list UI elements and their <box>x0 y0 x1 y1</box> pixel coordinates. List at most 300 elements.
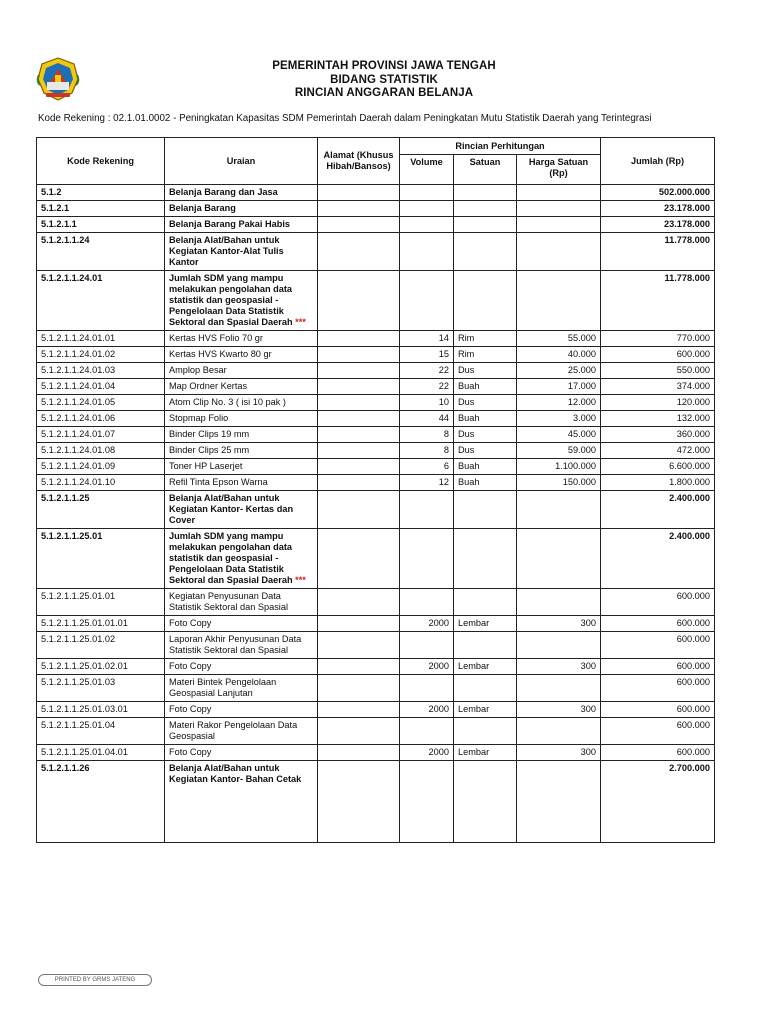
cell-harga-satuan <box>517 347 601 363</box>
cell-alamat <box>318 411 400 427</box>
cell-alamat <box>318 379 400 395</box>
cell-kode-rekening-text: 5.1.2.1.1.26 <box>41 763 90 773</box>
cell-harga-satuan <box>517 529 601 589</box>
cell-volume <box>400 675 454 702</box>
cell-jumlah <box>601 616 715 632</box>
cell-uraian-text: Amplop Besar <box>169 365 227 375</box>
cell-volume <box>400 347 454 363</box>
cell-jumlah <box>601 217 715 233</box>
kode-rekening-line: Kode Rekening : 02.1.01.0002 - Peningkatan Kapasitas SDM Pemerintah Daerah dalam Peningkatan Mutu Statistik Daerah yang Terintegrasi <box>38 113 652 124</box>
cell-volume <box>400 363 454 379</box>
cell-jumlah-text: 120.000 <box>676 397 710 407</box>
table-row <box>37 589 715 616</box>
cell-jumlah-text: 550.000 <box>676 365 710 375</box>
cell-jumlah-text: 2.700.000 <box>669 763 710 773</box>
cell-jumlah <box>601 745 715 761</box>
header-kode-rekening: Kode Rekening <box>37 138 165 185</box>
cell-satuan-text: Buah <box>458 461 480 471</box>
cell-uraian <box>165 363 318 379</box>
cell-harga-satuan <box>517 491 601 529</box>
cell-harga-satuan <box>517 427 601 443</box>
required-marker: *** <box>295 317 306 327</box>
cell-harga-satuan-text: 300 <box>580 704 596 714</box>
cell-harga-satuan-text: 25.000 <box>567 365 596 375</box>
cell-volume <box>400 411 454 427</box>
cell-jumlah <box>601 271 715 331</box>
cell-uraian-text: Foto Copy <box>169 704 212 714</box>
cell-volume-text: 10 <box>438 397 449 407</box>
cell-kode-rekening <box>37 233 165 271</box>
cell-volume <box>400 217 454 233</box>
cell-uraian-text: Belanja Barang Pakai Habis <box>169 219 291 229</box>
table-row <box>37 761 715 843</box>
cell-jumlah <box>601 363 715 379</box>
table-row <box>37 718 715 745</box>
cell-kode-rekening-text: 5.1.2.1.1.24.01.02 <box>41 349 116 359</box>
cell-uraian-text: Jumlah SDM yang mampu melakukan pengolahan data statistik dan geospasial - Pengelolaan Data Statistik Sektoral dan Spasial Daerah <box>169 531 293 585</box>
cell-kode-rekening-text: 5.1.2.1.1.25.01.01 <box>41 591 116 601</box>
cell-jumlah-text: 374.000 <box>676 381 710 391</box>
table-row <box>37 363 715 379</box>
cell-volume <box>400 632 454 659</box>
header-jumlah: Jumlah (Rp) <box>601 138 715 185</box>
cell-alamat <box>318 761 400 843</box>
budget-table-body <box>37 185 715 843</box>
cell-jumlah-text: 132.000 <box>676 413 710 423</box>
cell-harga-satuan-text: 150.000 <box>562 477 596 487</box>
cell-satuan <box>454 201 517 217</box>
table-row <box>37 659 715 675</box>
cell-harga-satuan-text: 3.000 <box>573 413 596 423</box>
cell-uraian <box>165 347 318 363</box>
cell-uraian-text: Kertas HVS Folio 70 gr <box>169 333 263 343</box>
cell-jumlah-text: 6.600.000 <box>669 461 710 471</box>
cell-uraian <box>165 217 318 233</box>
table-row <box>37 217 715 233</box>
cell-kode-rekening <box>37 589 165 616</box>
cell-volume-text: 44 <box>438 413 449 423</box>
cell-uraian <box>165 491 318 529</box>
cell-jumlah <box>601 459 715 475</box>
cell-volume <box>400 185 454 201</box>
cell-jumlah-text: 600.000 <box>676 677 710 687</box>
required-marker: *** <box>295 575 306 585</box>
cell-harga-satuan <box>517 363 601 379</box>
cell-volume <box>400 379 454 395</box>
cell-harga-satuan-text: 40.000 <box>567 349 596 359</box>
table-row <box>37 271 715 331</box>
cell-volume <box>400 745 454 761</box>
cell-alamat <box>318 491 400 529</box>
cell-jumlah-text: 360.000 <box>676 429 710 439</box>
cell-satuan <box>454 718 517 745</box>
cell-satuan <box>454 589 517 616</box>
cell-volume <box>400 271 454 331</box>
cell-kode-rekening <box>37 201 165 217</box>
cell-kode-rekening-text: 5.1.2.1.1.25.01.02.01 <box>41 661 128 671</box>
cell-kode-rekening-text: 5.1.2.1.1.25 <box>41 493 90 503</box>
header-rincian-perhitungan: Rincian Perhitungan <box>400 138 601 155</box>
cell-satuan <box>454 659 517 675</box>
header-alamat: Alamat (Khusus Hibah/Bansos) <box>318 138 400 185</box>
cell-uraian <box>165 233 318 271</box>
cell-harga-satuan <box>517 718 601 745</box>
cell-uraian <box>165 443 318 459</box>
cell-kode-rekening-text: 5.1.2.1.1.24.01.10 <box>41 477 116 487</box>
cell-jumlah-text: 600.000 <box>676 618 710 628</box>
cell-kode-rekening <box>37 363 165 379</box>
cell-harga-satuan <box>517 443 601 459</box>
cell-volume <box>400 201 454 217</box>
table-row <box>37 745 715 761</box>
cell-jumlah <box>601 411 715 427</box>
cell-jumlah <box>601 761 715 843</box>
cell-satuan <box>454 185 517 201</box>
table-row <box>37 675 715 702</box>
cell-kode-rekening <box>37 411 165 427</box>
cell-volume <box>400 589 454 616</box>
cell-uraian-text: Materi Bintek Pengelolaan Geospasial Lanjutan <box>169 677 277 698</box>
cell-jumlah-text: 23.178.000 <box>664 219 710 229</box>
cell-uraian-text: Binder Clips 25 mm <box>169 445 250 455</box>
cell-satuan-text: Lembar <box>458 661 490 671</box>
cell-uraian-text: Kegiatan Penyusunan Data Statistik Sektoral dan Spasial <box>169 591 288 612</box>
cell-alamat <box>318 217 400 233</box>
cell-volume-text: 22 <box>438 381 449 391</box>
cell-uraian <box>165 589 318 616</box>
cell-volume <box>400 459 454 475</box>
header-harga-satuan: Harga Satuan (Rp) <box>517 155 601 185</box>
cell-uraian <box>165 718 318 745</box>
table-row <box>37 443 715 459</box>
cell-harga-satuan <box>517 616 601 632</box>
cell-kode-rekening <box>37 379 165 395</box>
cell-kode-rekening-text: 5.1.2.1.1.24 <box>41 235 90 245</box>
cell-uraian <box>165 201 318 217</box>
cell-jumlah <box>601 443 715 459</box>
cell-jumlah <box>601 427 715 443</box>
cell-jumlah <box>601 491 715 529</box>
cell-jumlah-text: 502.000.000 <box>658 187 710 197</box>
header-province: PEMERINTAH PROVINSI JAWA TENGAH <box>272 60 496 72</box>
cell-jumlah-text: 600.000 <box>676 747 710 757</box>
cell-jumlah <box>601 395 715 411</box>
cell-volume-text: 14 <box>438 333 449 343</box>
cell-jumlah-text: 2.400.000 <box>669 531 710 541</box>
cell-jumlah-text: 23.178.000 <box>664 203 710 213</box>
table-row <box>37 233 715 271</box>
cell-kode-rekening-text: 5.1.2.1.1.25.01.01.01 <box>41 618 128 628</box>
table-row <box>37 702 715 718</box>
cell-uraian <box>165 702 318 718</box>
cell-uraian <box>165 427 318 443</box>
cell-kode-rekening-text: 5.1.2.1 <box>41 203 70 213</box>
cell-kode-rekening-text: 5.1.2.1.1.24.01.01 <box>41 333 116 343</box>
cell-satuan-text: Rim <box>458 349 475 359</box>
cell-jumlah <box>601 201 715 217</box>
table-row <box>37 616 715 632</box>
cell-jumlah <box>601 659 715 675</box>
cell-alamat <box>318 185 400 201</box>
cell-jumlah-text: 600.000 <box>676 591 710 601</box>
cell-jumlah <box>601 379 715 395</box>
cell-harga-satuan <box>517 589 601 616</box>
cell-harga-satuan <box>517 217 601 233</box>
cell-uraian-text: Laporan Akhir Penyusunan Data Statistik Sektoral dan Spasial <box>169 634 302 655</box>
cell-uraian-text: Foto Copy <box>169 618 212 628</box>
cell-jumlah-text: 600.000 <box>676 349 710 359</box>
cell-volume-text: 2000 <box>428 747 449 757</box>
cell-harga-satuan-text: 12.000 <box>567 397 596 407</box>
cell-satuan <box>454 443 517 459</box>
cell-uraian-text: Toner HP Laserjet <box>169 461 243 471</box>
cell-kode-rekening-text: 5.1.2.1.1.24.01.05 <box>41 397 116 407</box>
cell-uraian-text: Map Ordner Kertas <box>169 381 248 391</box>
cell-kode-rekening-text: 5.1.2.1.1.24.01.09 <box>41 461 116 471</box>
cell-kode-rekening-text: 5.1.2.1.1.25.01.04.01 <box>41 747 128 757</box>
cell-satuan <box>454 233 517 271</box>
cell-satuan <box>454 491 517 529</box>
cell-harga-satuan <box>517 702 601 718</box>
cell-volume <box>400 475 454 491</box>
cell-kode-rekening <box>37 347 165 363</box>
cell-uraian <box>165 616 318 632</box>
printed-by-stamp: PRINTED BY GRMS JATENG <box>38 974 152 986</box>
cell-kode-rekening <box>37 217 165 233</box>
cell-jumlah <box>601 475 715 491</box>
cell-satuan-text: Lembar <box>458 618 490 628</box>
cell-alamat <box>318 395 400 411</box>
cell-jumlah-text: 1.800.000 <box>669 477 710 487</box>
cell-kode-rekening <box>37 632 165 659</box>
cell-uraian-text: Foto Copy <box>169 747 212 757</box>
table-row <box>37 395 715 411</box>
cell-alamat <box>318 427 400 443</box>
cell-alamat <box>318 675 400 702</box>
cell-kode-rekening-text: 5.1.2.1.1 <box>41 219 77 229</box>
cell-alamat <box>318 702 400 718</box>
cell-harga-satuan-text: 45.000 <box>567 429 596 439</box>
cell-alamat <box>318 659 400 675</box>
cell-kode-rekening <box>37 185 165 201</box>
cell-satuan <box>454 427 517 443</box>
cell-uraian-text: Belanja Alat/Bahan untuk Kegiatan Kantor- Bahan Cetak <box>169 763 302 784</box>
cell-alamat <box>318 632 400 659</box>
cell-kode-rekening <box>37 675 165 702</box>
cell-satuan <box>454 331 517 347</box>
cell-jumlah-text: 472.000 <box>676 445 710 455</box>
cell-alamat <box>318 271 400 331</box>
cell-uraian <box>165 475 318 491</box>
cell-harga-satuan <box>517 659 601 675</box>
cell-harga-satuan-text: 300 <box>580 661 596 671</box>
cell-volume <box>400 443 454 459</box>
cell-alamat <box>318 459 400 475</box>
cell-kode-rekening <box>37 529 165 589</box>
table-row <box>37 475 715 491</box>
cell-uraian <box>165 411 318 427</box>
cell-satuan-text: Lembar <box>458 704 490 714</box>
cell-alamat <box>318 443 400 459</box>
cell-satuan <box>454 379 517 395</box>
cell-uraian-text: Binder Clips 19 mm <box>169 429 250 439</box>
cell-kode-rekening <box>37 761 165 843</box>
cell-kode-rekening-text: 5.1.2.1.1.25.01.03 <box>41 677 116 687</box>
cell-jumlah-text: 600.000 <box>676 661 710 671</box>
cell-harga-satuan <box>517 233 601 271</box>
cell-jumlah-text: 11.778.000 <box>664 235 710 245</box>
cell-kode-rekening <box>37 271 165 331</box>
cell-volume <box>400 233 454 271</box>
cell-uraian <box>165 675 318 702</box>
cell-volume-text: 2000 <box>428 704 449 714</box>
cell-kode-rekening <box>37 616 165 632</box>
cell-satuan <box>454 363 517 379</box>
cell-uraian <box>165 459 318 475</box>
cell-jumlah <box>601 347 715 363</box>
cell-uraian <box>165 185 318 201</box>
cell-uraian-text: Foto Copy <box>169 661 212 671</box>
cell-uraian-text: Atom Clip No. 3 ( isi 10 pak ) <box>169 397 286 407</box>
header-title: RINCIAN ANGGARAN BELANJA <box>294 87 474 99</box>
cell-jumlah-text: 770.000 <box>676 333 710 343</box>
cell-volume <box>400 659 454 675</box>
cell-kode-rekening-text: 5.1.2 <box>41 187 62 197</box>
cell-uraian <box>165 331 318 347</box>
cell-volume-text: 2000 <box>428 661 449 671</box>
cell-harga-satuan <box>517 331 601 347</box>
cell-volume <box>400 529 454 589</box>
cell-satuan-text: Buah <box>458 381 480 391</box>
cell-kode-rekening <box>37 427 165 443</box>
cell-satuan <box>454 675 517 702</box>
cell-satuan <box>454 761 517 843</box>
cell-volume <box>400 427 454 443</box>
cell-satuan-text: Dus <box>458 429 475 439</box>
cell-jumlah <box>601 529 715 589</box>
table-row <box>37 427 715 443</box>
cell-harga-satuan <box>517 675 601 702</box>
header-satuan: Satuan <box>454 155 517 185</box>
cell-uraian <box>165 395 318 411</box>
cell-jumlah <box>601 185 715 201</box>
cell-kode-rekening-text: 5.1.2.1.1.24.01 <box>41 273 103 283</box>
cell-harga-satuan <box>517 459 601 475</box>
cell-satuan-text: Rim <box>458 333 475 343</box>
cell-alamat <box>318 616 400 632</box>
cell-jumlah-text: 600.000 <box>676 720 710 730</box>
cell-kode-rekening <box>37 659 165 675</box>
cell-volume-text: 15 <box>438 349 449 359</box>
cell-kode-rekening-text: 5.1.2.1.1.24.01.07 <box>41 429 116 439</box>
cell-uraian <box>165 271 318 331</box>
header-volume: Volume <box>400 155 454 185</box>
cell-satuan <box>454 529 517 589</box>
cell-harga-satuan <box>517 411 601 427</box>
cell-jumlah <box>601 675 715 702</box>
header-uraian: Uraian <box>165 138 318 185</box>
cell-alamat <box>318 363 400 379</box>
cell-kode-rekening <box>37 395 165 411</box>
cell-uraian-text: Belanja Alat/Bahan untuk Kegiatan Kantor-Alat Tulis Kantor <box>169 235 284 267</box>
cell-jumlah <box>601 331 715 347</box>
header-division: BIDANG STATISTIK <box>330 73 438 86</box>
cell-harga-satuan <box>517 745 601 761</box>
cell-alamat <box>318 475 400 491</box>
cell-uraian <box>165 529 318 589</box>
cell-alamat <box>318 347 400 363</box>
cell-jumlah <box>601 589 715 616</box>
cell-satuan <box>454 395 517 411</box>
cell-volume-text: 8 <box>443 429 449 439</box>
cell-jumlah <box>601 718 715 745</box>
cell-alamat <box>318 718 400 745</box>
cell-satuan-text: Dus <box>458 365 475 375</box>
cell-uraian-text: Kertas HVS Kwarto 80 gr <box>169 349 272 359</box>
cell-satuan <box>454 347 517 363</box>
cell-alamat <box>318 201 400 217</box>
cell-harga-satuan <box>517 632 601 659</box>
cell-kode-rekening-text: 5.1.2.1.1.25.01.02 <box>41 634 116 644</box>
cell-harga-satuan-text: 300 <box>580 618 596 628</box>
cell-satuan <box>454 745 517 761</box>
table-row <box>37 632 715 659</box>
cell-harga-satuan <box>517 379 601 395</box>
cell-satuan <box>454 632 517 659</box>
document-header <box>0 60 768 101</box>
cell-harga-satuan <box>517 475 601 491</box>
cell-uraian-text: Belanja Alat/Bahan untuk Kegiatan Kantor- Kertas dan Cover <box>169 493 294 525</box>
cell-uraian <box>165 632 318 659</box>
table-row <box>37 185 715 201</box>
cell-satuan <box>454 616 517 632</box>
cell-uraian <box>165 659 318 675</box>
cell-uraian-text: Belanja Barang <box>169 203 236 213</box>
cell-volume-text: 8 <box>443 445 449 455</box>
cell-harga-satuan-text: 300 <box>580 747 596 757</box>
cell-kode-rekening <box>37 475 165 491</box>
cell-kode-rekening-text: 5.1.2.1.1.25.01.03.01 <box>41 704 128 714</box>
cell-jumlah-text: 2.400.000 <box>669 493 710 503</box>
cell-harga-satuan-text: 17.000 <box>567 381 596 391</box>
cell-uraian-text: Materi Rakor Pengelolaan Data Geospasial <box>169 720 298 741</box>
cell-satuan <box>454 271 517 331</box>
cell-kode-rekening-text: 5.1.2.1.1.24.01.04 <box>41 381 116 391</box>
cell-volume <box>400 761 454 843</box>
table-row <box>37 201 715 217</box>
cell-volume <box>400 331 454 347</box>
cell-volume <box>400 718 454 745</box>
cell-satuan-text: Dus <box>458 397 475 407</box>
cell-kode-rekening <box>37 443 165 459</box>
cell-harga-satuan-text: 59.000 <box>567 445 596 455</box>
cell-uraian-text: Belanja Barang dan Jasa <box>169 187 278 197</box>
cell-kode-rekening-text: 5.1.2.1.1.25.01.04 <box>41 720 116 730</box>
cell-volume-text: 22 <box>438 365 449 375</box>
cell-volume <box>400 491 454 529</box>
table-row <box>37 411 715 427</box>
cell-kode-rekening <box>37 459 165 475</box>
cell-satuan <box>454 459 517 475</box>
cell-kode-rekening-text: 5.1.2.1.1.25.01 <box>41 531 103 541</box>
table-row <box>37 459 715 475</box>
cell-satuan-text: Dus <box>458 445 475 455</box>
cell-harga-satuan <box>517 271 601 331</box>
cell-harga-satuan <box>517 201 601 217</box>
cell-jumlah <box>601 702 715 718</box>
cell-uraian <box>165 745 318 761</box>
cell-alamat <box>318 331 400 347</box>
